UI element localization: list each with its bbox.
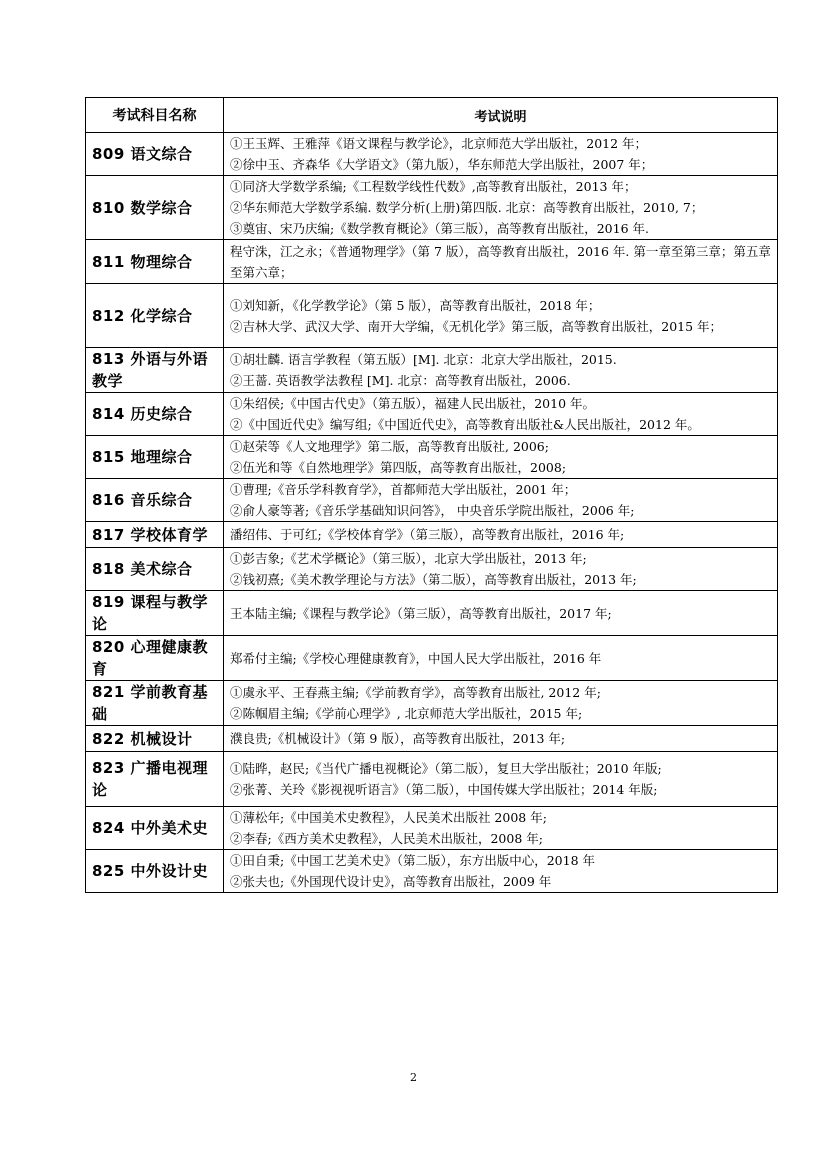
subject-name-cell: 813 外语与外语教学 [86, 348, 224, 393]
reference-line: ②陈帼眉主编;《学前心理学》, 北京师范大学出版社，2015 年; [230, 706, 583, 721]
table-row [86, 436, 778, 479]
reference-line: ②吉林大学、武汉大学、南开大学编，《无机化学》第三版，高等教育出版社，2015 年； [230, 318, 723, 334]
exam-subjects-table [85, 97, 778, 893]
reference-line: 潘绍伟、于可红;《学校体育学》（第三版），高等教育出版社，2016 年; [230, 527, 625, 542]
subject-name-cell: 817 学校体育学 [86, 522, 224, 548]
exam-description-cell [224, 348, 778, 393]
reference-line: ①曹理;《音乐学科教育学》，首都师范大学出版社，2001 年； [230, 482, 577, 497]
table-header-row [86, 98, 778, 133]
reference-line: ①薄松年;《中国美术史教程》，人民美术出版社 2008 年; [230, 810, 547, 825]
subject-name-cell: 820 心理健康教育 [86, 636, 224, 681]
exam-description-cell [224, 133, 778, 176]
table-row [86, 591, 778, 636]
table-row [86, 176, 778, 240]
reference-line: ①虞永平、王春燕主编;《学前教育学》，高等教育出版社, 2012 年; [230, 685, 601, 700]
exam-description-cell [224, 479, 778, 522]
exam-description-cell [224, 284, 778, 348]
reference-line: ①陆晔，赵民;《当代广播电视概论》（第二版），复旦大学出版社；2010 年版; [230, 761, 662, 776]
exam-description-cell [224, 240, 778, 284]
table-body [86, 133, 778, 893]
table-row [86, 636, 778, 681]
table-row [86, 240, 778, 284]
subject-name-cell: 824 中外美术史 [86, 807, 224, 850]
table-row [86, 807, 778, 850]
subject-name-cell: 825 中外设计史 [86, 850, 224, 893]
reference-line: ①赵荣等《人文地理学》第二版，高等教育出版社, 2006; [230, 439, 549, 454]
exam-description-cell [224, 522, 778, 548]
reference-line: ②俞人豪等著;《音乐学基础知识问答》， 中央音乐学院出版社，2006 年; [230, 503, 635, 518]
subject-name-cell: 809 语文综合 [86, 133, 224, 176]
reference-line: 濮良贵;《机械设计》（第 9 版），高等教育出版社，2013 年; [230, 731, 566, 746]
subject-name-cell: 815 地理综合 [86, 436, 224, 479]
reference-line: ①彭吉象;《艺术学概论》（第三版），北京大学出版社，2013 年; [230, 551, 587, 566]
exam-description-cell [224, 393, 778, 436]
exam-description-cell [224, 548, 778, 591]
reference-line: ②李春;《西方美术史教程》，人民美术出版社，2008 年; [230, 831, 543, 846]
reference-line: ②徐中玉、齐森华《大学语文》（第九版），华东师范大学出版社，2007 年； [230, 157, 654, 172]
reference-line: ①同济大学数学系编;《工程数学线性代数》,高等教育出版社，2013 年； [230, 179, 637, 194]
reference-line: ①胡壮麟. 语言学教程（第五版）[M]. 北京：北京大学出版社，2015. [230, 352, 617, 367]
page-number: 2 [410, 1071, 417, 1084]
table-row [86, 726, 778, 752]
table-row [86, 348, 778, 393]
table-row [86, 850, 778, 893]
exam-description-cell [224, 850, 778, 893]
reference-line: 程守洙，江之永；《普通物理学》（第 7 版），高等教育出版社，2016 年. 第一章至第三章；第五章至第六章； [230, 243, 771, 280]
subject-name-cell: 812 化学综合 [86, 284, 224, 348]
reference-line: ②华东师范大学数学系编. 数学分析(上册)第四版. 北京：高等教育出版社，2010, 7； [230, 200, 704, 215]
exam-description-cell [224, 752, 778, 807]
exam-description-cell [224, 726, 778, 752]
reference-line: ①王玉辉、王雅萍《语文课程与教学论》，北京师范大学出版社，2012 年； [230, 136, 648, 151]
reference-line: 郑希付主编;《学校心理健康教育》，中国人民大学出版社，2016 年 [230, 650, 602, 666]
exam-description-cell [224, 436, 778, 479]
exam-description-cell [224, 176, 778, 240]
reference-line: 王本陆主编;《课程与教学论》（第三版），高等教育出版社，2017 年; [230, 605, 612, 621]
exam-description-cell [224, 681, 778, 726]
exam-description-cell [224, 636, 778, 681]
header-subject-name: 考试科目名称 [86, 98, 224, 133]
table-row [86, 393, 778, 436]
subject-name-cell: 816 音乐综合 [86, 479, 224, 522]
subject-name-cell: 821 学前教育基础 [86, 681, 224, 726]
reference-line: ②钱初熹;《美术教学理论与方法》（第二版），高等教育出版社，2013 年; [230, 572, 637, 587]
reference-line: ②伍光和等《自然地理学》第四版，高等教育出版社，2008; [230, 460, 567, 475]
subject-name-cell: 811 物理综合 [86, 240, 224, 284]
subject-name-cell: 819 课程与教学论 [86, 591, 224, 636]
table-row [86, 284, 778, 348]
reference-line: ②王蔷. 英语教学法教程 [M]. 北京：高等教育出版社，2006. [230, 373, 571, 388]
reference-line: ①朱绍侯;《中国古代史》（第五版），福建人民出版社，2010 年。 [230, 396, 595, 411]
subject-name-cell: 818 美术综合 [86, 548, 224, 591]
reference-line: ①刘知新，《化学教学论》（第 5 版），高等教育出版社，2018 年； [230, 297, 601, 313]
table-row [86, 548, 778, 591]
subject-name-cell: 823 广播电视理论 [86, 752, 224, 807]
exam-description-cell [224, 807, 778, 850]
reference-line: ②《中国近代史》编写组;《中国近代史》，高等教育出版社&人民出版社，2012 年。 [230, 417, 700, 432]
reference-line: ②张夫也;《外国现代设计史》，高等教育出版社，2009 年 [230, 874, 552, 889]
table-row [86, 681, 778, 726]
subject-name-cell: 822 机械设计 [86, 726, 224, 752]
table-row [86, 479, 778, 522]
table-row [86, 133, 778, 176]
subject-name-cell: 814 历史综合 [86, 393, 224, 436]
table-row [86, 752, 778, 807]
exam-description-cell [224, 591, 778, 636]
table-row [86, 522, 778, 548]
header-exam-description: 考试说明 [224, 98, 778, 133]
reference-line: ②张菁、关玲《影视视听语言》（第二版），中国传媒大学出版社；2014 年版; [230, 782, 658, 797]
subject-name-cell: 810 数学综合 [86, 176, 224, 240]
reference-line: ①田自秉;《中国工艺美术史》（第二版），东方出版中心，2018 年 [230, 853, 595, 868]
reference-line: ③奠宙、宋乃庆编;《数学教育概论》（第三版），高等教育出版社，2016 年. [230, 221, 649, 236]
